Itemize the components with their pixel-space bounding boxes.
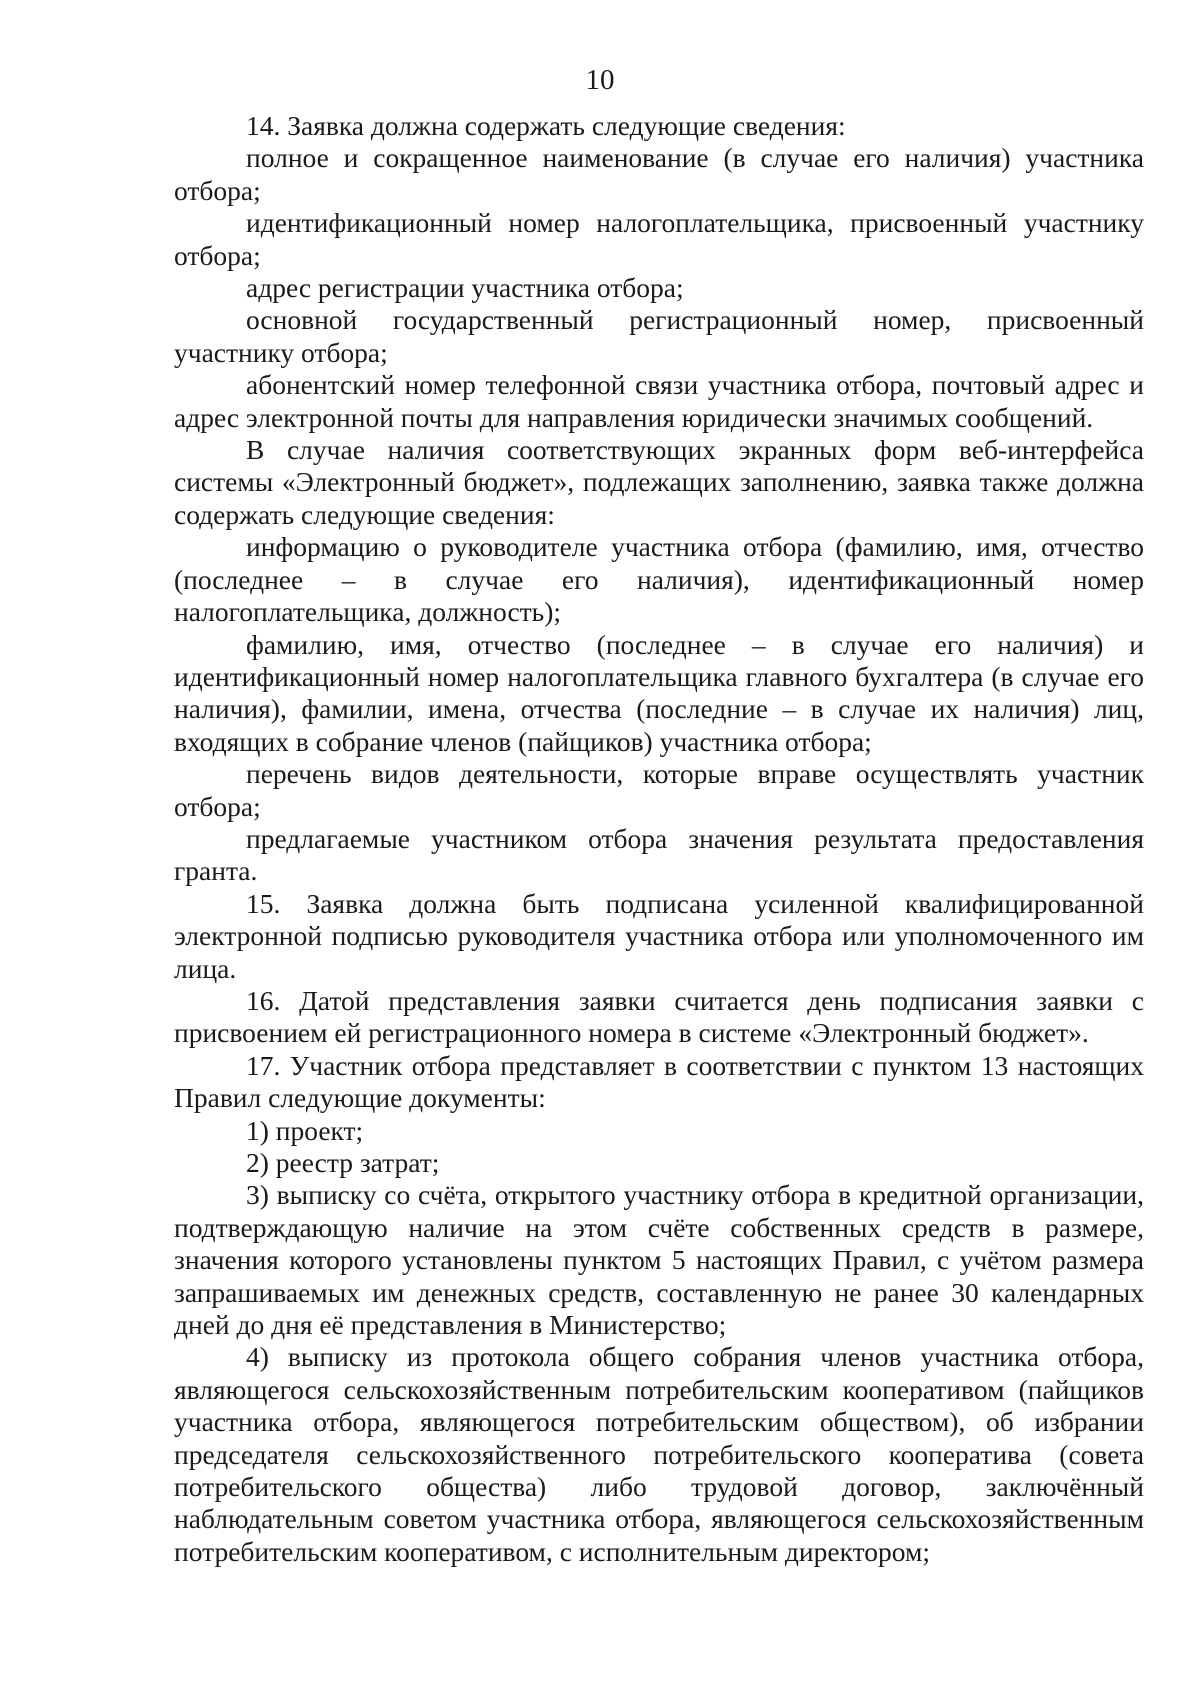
paragraph-item: адрес регистрации участника отбора; — [246, 272, 684, 304]
paragraph-15: 15. Заявка должна быть подписана усиленной квалифицированной электронной подписью руководителя участника отбора или уполномоченного им лица. — [174, 887, 1144, 984]
document-body — [174, 110, 1144, 1568]
paragraph-item: фамилию, имя, отчество (последнее – в случае его наличия) и идентификационный номер налогоплательщика главного бухгалтера (в случае его наличия), фамилии, имена, отчества (последние – в случае их наличия) лиц, входящих в собрание членов (пайщиков) участника отбора; — [174, 628, 1144, 757]
list-item-3: 3) выписку со счёта, открытого участнику отбора в кредитной организации, подтверждающую наличие на этом счёте собственных средств в размере, значения которого установлены пунктом 5 настоящих Правил, с учётом размера запрашиваемых им денежных средств, составленную не ранее 30 календарных дней до дня её представления в Министерство; — [174, 1179, 1144, 1341]
paragraph-item: перечень видов деятельности, которые вправе осуществлять участник отбора; — [174, 758, 1144, 822]
paragraph-item: В случае наличия соответствующих экранных форм веб-интерфейса системы «Электронный бюджет», подлежащих заполнению, заявка также должна содержать следующие сведения: — [174, 434, 1144, 530]
paragraph-item: информацию о руководителе участника отбора (фамилию, имя, отчество (последнее – в случае его наличия), идентификационный номер налогоплательщика, должность); — [174, 531, 1144, 628]
paragraph-item: предлагаемые участником отбора значения результата предоставления гранта. — [174, 822, 1144, 887]
paragraph-item: идентификационный номер налогоплательщика, присвоенный участнику отбора; — [174, 207, 1144, 271]
paragraph-item: основной государственный регистрационный номер, присвоенный участнику отбора; — [174, 304, 1144, 368]
page-number: 10 — [585, 64, 615, 96]
paragraph-item: абонентский номер телефонной связи участника отбора, почтовый адрес и адрес электронной почты для направления юридически значимых сообщений. — [174, 369, 1144, 433]
list-item-4: 4) выписку из протокола общего собрания членов участника отбора, являющегося сельскохозяйственным потребительским кооперативом (пайщиков участника отбора, являющегося потребительским обществом), об избрании председателя сельскохозяйственного потребительского кооператива (совета потребительского общества) либо трудовой договор, заключённый наблюдательным советом участника отбора, являющегося сельскохозяйственным потребительским кооперативом, с исполнительным директором; — [174, 1341, 1144, 1567]
paragraph-item: полное и сокращенное наименование (в случае его наличия) участника отбора; — [174, 142, 1144, 206]
list-item-2: 2) реестр затрат; — [246, 1147, 440, 1178]
paragraph-16: 16. Датой представления заявки считается день подписания заявки с присвоением ей регистрационного номера в системе «Электронный бюджет». — [174, 984, 1144, 1049]
paragraph-14-heading: 14. Заявка должна содержать следующие сведения: — [246, 110, 846, 141]
paragraph-17: 17. Участник отбора представляет в соответствии с пунктом 13 настоящих Правил следующие документы: — [174, 1049, 1144, 1114]
list-item-1: 1) проект; — [246, 1114, 364, 1146]
